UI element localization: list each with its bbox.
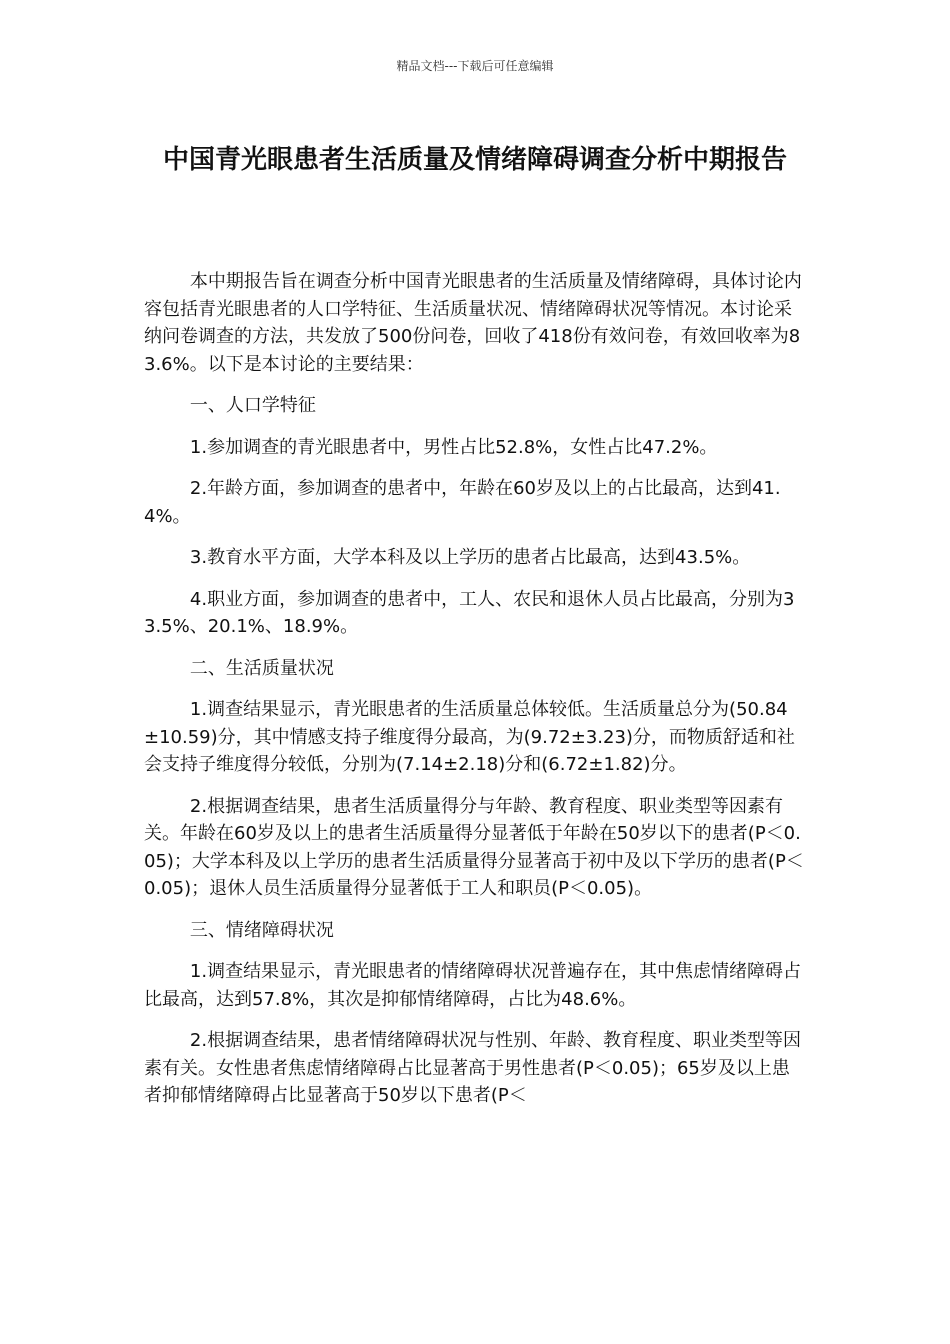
section-heading-demographics: 一、人口学特征 xyxy=(189,395,316,416)
section-heading-emotional-disorders: 三、情绪障碍状况 xyxy=(189,919,334,941)
document-title: 中国青光眼患者生活质量及情绪障碍调查分析中期报告 xyxy=(162,145,787,175)
demographics-item-2: 2.年龄方面，参加调查的患者中，年龄在60岁及以上的占比最高，达到41.4%。 xyxy=(144,478,781,527)
quality-of-life-item-2: 2.根据调查结果，患者生活质量得分与年龄、教育程度、职业类型等因素有关。年龄在60岁及以上的患者生活质量得分显著低于年龄在50岁以下的患者(P＜0.05)；大学本科及以上学历的患者生活质量得分显著高于初中及以下学历的患者(P＜0.05)；退休人员生活质量得分显著低于工人和职员(P＜0.05)。 xyxy=(144,795,804,899)
document-body xyxy=(144,268,806,1124)
intro-paragraph: 本中期报告旨在调查分析中国青光眼患者的生活质量及情绪障碍，具体讨论内容包括青光眼患者的人口学特征、生活质量状况、情绪障碍状况等情况。本讨论采纳问卷调查的方法，共发放了500份问卷，回收了418份有效问卷，有效回收率为83.6%。以下是本讨论的主要结果： xyxy=(144,271,802,375)
demographics-item-1: 1.参加调查的青光眼患者中，男性占比52.8%，女性占比47.2%。 xyxy=(189,436,718,458)
quality-of-life-item-1: 1.调查结果显示，青光眼患者的生活质量总体较低。生活质量总分为(50.84±10.59)分，其中情感支持子维度得分最高，为(9.72±3.23)分，而物质舒适和社会支持子维度得分较低，分别为(7.14±2.18)分和(6.72±1.82)分。 xyxy=(144,699,795,775)
header-note: 精品文档---下载后可任意编辑 xyxy=(396,59,554,73)
emotional-disorders-item-1: 1.调查结果显示，青光眼患者的情绪障碍状况普遍存在，其中焦虑情绪障碍占比最高，达到57.8%，其次是抑郁情绪障碍，占比为48.6%。 xyxy=(144,961,802,1010)
emotional-disorders-item-2: 2.根据调查结果，患者情绪障碍状况与性别、年龄、教育程度、职业类型等因素有关。女性患者焦虑情绪障碍占比显著高于男性患者(P＜0.05)；65岁及以上患者抑郁情绪障碍占比显著高于50岁以下患者(P＜ xyxy=(144,1030,802,1106)
demographics-item-3: 3.教育水平方面，大学本科及以上学历的患者占比最高，达到43.5%。 xyxy=(189,547,751,568)
demographics-item-4: 4.职业方面，参加调查的患者中，工人、农民和退休人员占比最高，分别为33.5%、20.1%、18.9%。 xyxy=(144,588,795,637)
section-heading-quality-of-life: 二、生活质量状况 xyxy=(189,657,334,679)
